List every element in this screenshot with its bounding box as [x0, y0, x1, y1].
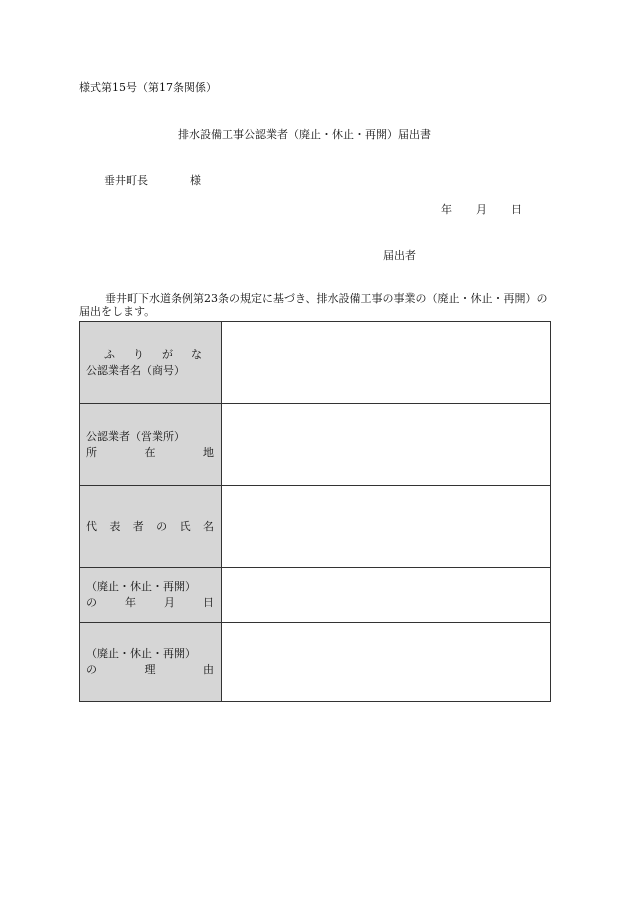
- company-name-field[interactable]: [222, 322, 551, 404]
- date-year-label: 年: [441, 203, 452, 216]
- date-month-label: 月: [476, 203, 487, 216]
- label-char: ふ: [104, 347, 115, 361]
- table-row: [80, 568, 551, 623]
- addressee-line: [104, 172, 201, 188]
- label-char: の: [86, 663, 97, 676]
- status-label: （廃止・休止・再開）: [86, 647, 196, 660]
- label-char: 者: [132, 519, 144, 533]
- label-char: な: [191, 347, 202, 361]
- office-address-field[interactable]: [222, 404, 551, 486]
- label-char: 名: [202, 519, 214, 533]
- status-label: （廃止・休止・再開）: [86, 580, 196, 593]
- table-row: [80, 322, 551, 404]
- applicant-label: 届出者: [383, 249, 416, 262]
- label-char: 代: [86, 519, 97, 533]
- label-representative-name: [80, 486, 222, 568]
- label-char: 由: [203, 663, 214, 676]
- label-char: の: [156, 519, 168, 533]
- label-char: が: [162, 347, 173, 361]
- label-office-address: [80, 404, 222, 486]
- office-label: 公認業者（営業所）: [86, 429, 185, 443]
- label-char: 氏: [179, 519, 191, 533]
- label-reason: [80, 623, 222, 702]
- form-table: [79, 321, 551, 702]
- representative-name-field[interactable]: [222, 486, 551, 568]
- label-char: 日: [203, 596, 214, 609]
- document-title: 排水設備工事公認業者（廃止・休止・再開）届出書: [178, 128, 431, 141]
- company-name-label: 公認業者名（商号）: [86, 363, 185, 377]
- addressee-honorific: 様: [190, 174, 201, 187]
- label-date: [80, 568, 222, 623]
- date-label: [86, 595, 214, 611]
- label-char: り: [133, 347, 144, 361]
- representative-label: [86, 519, 214, 535]
- label-char: 在: [144, 445, 156, 459]
- label-char: 年: [125, 596, 136, 609]
- label-char: 理: [144, 663, 156, 676]
- reason-label: [86, 662, 214, 678]
- table-row: [80, 486, 551, 568]
- reason-field[interactable]: [222, 623, 551, 702]
- date-line: [441, 201, 522, 217]
- label-company-name: [80, 322, 222, 404]
- label-char: の: [86, 596, 97, 609]
- table-row: [80, 404, 551, 486]
- form-number: 様式第15号（第17条関係）: [79, 81, 217, 94]
- address-label: [86, 445, 214, 461]
- label-char: 表: [109, 519, 121, 533]
- label-char: 地: [203, 445, 214, 459]
- date-day-label: 日: [511, 203, 522, 216]
- table-row: [80, 623, 551, 702]
- label-char: 月: [164, 596, 175, 609]
- furigana-label: [86, 347, 214, 363]
- date-field[interactable]: [222, 568, 551, 623]
- declaration-text: 垂井町下水道条例第23条の規定に基づき、排水設備工事の事業の（廃止・休止・再開）の届出をします。: [79, 292, 548, 318]
- addressee-name: 垂井町長: [104, 174, 148, 187]
- label-char: 所: [86, 445, 97, 459]
